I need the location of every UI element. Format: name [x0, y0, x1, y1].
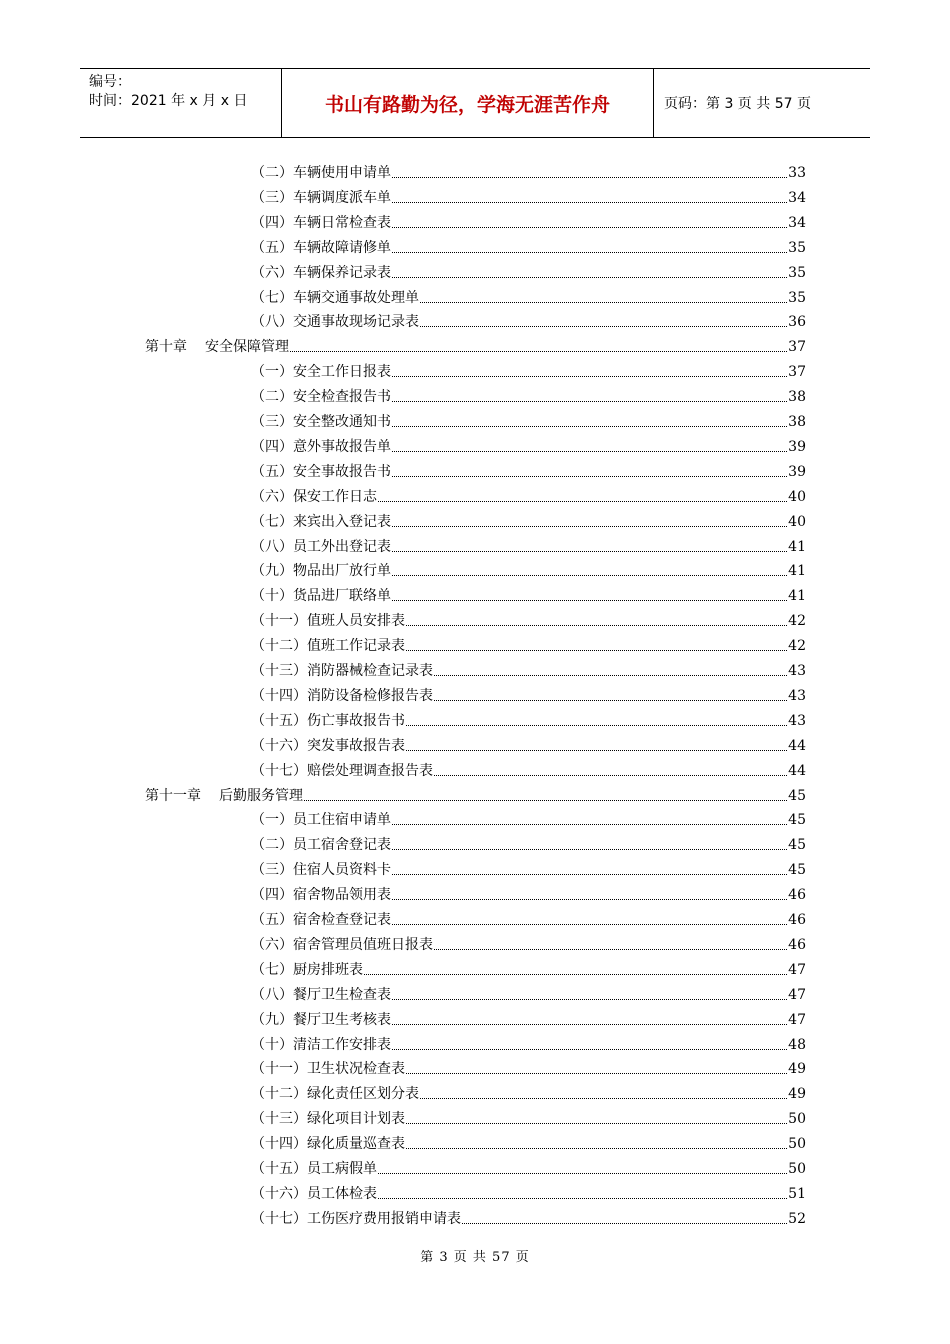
toc-entry-label: （七）来宾出入登记表	[251, 513, 391, 530]
toc-entry-label: （三）车辆调度派车单	[251, 189, 391, 206]
toc-page-number: 45	[788, 862, 806, 879]
toc-dot-leader	[392, 823, 787, 825]
toc-chapter-entry[interactable]	[145, 782, 806, 806]
toc-dot-leader	[392, 525, 787, 527]
toc-dot-leader	[392, 226, 787, 228]
toc-dot-leader	[434, 674, 787, 676]
toc-page-number: 47	[788, 1011, 806, 1028]
toc-page-number: 47	[788, 986, 806, 1003]
toc-page-number: 43	[788, 663, 806, 679]
toc-dot-leader	[392, 450, 787, 452]
toc-entry-label: （十三）绿化项目计划表	[251, 1111, 405, 1128]
toc-page-number: 39	[788, 463, 806, 480]
toc-dot-leader	[406, 724, 787, 726]
toc-entry-label: （十二）绿化责任区划分表	[251, 1086, 419, 1103]
toc-entry-label: （八）交通事故现场记录表	[251, 314, 419, 331]
toc-page-number: 34	[788, 189, 806, 206]
toc-entry[interactable]	[251, 184, 806, 208]
toc-dot-leader	[406, 624, 787, 626]
toc-entry[interactable]	[251, 308, 806, 332]
toc-page-number: 41	[788, 538, 806, 555]
toc-entry[interactable]	[251, 234, 806, 258]
toc-page-number: 42	[788, 613, 806, 630]
toc-entry-label: （十七）工伤医疗费用报销申请表	[251, 1210, 461, 1227]
toc-page-number: 45	[788, 837, 806, 854]
toc-entry-label: （六）保安工作日志	[251, 488, 377, 505]
toc-entry-label: （二）员工宿舍登记表	[251, 837, 391, 854]
toc-entry-label: （七）车辆交通事故处理单	[251, 289, 419, 306]
toc-dot-leader	[392, 574, 787, 576]
toc-dot-leader	[392, 1048, 787, 1050]
toc-page-number: 44	[788, 737, 806, 754]
toc-page-number: 45	[788, 812, 806, 829]
toc-dot-leader	[392, 848, 787, 850]
toc-page-number: 39	[788, 438, 806, 455]
toc-page-number: 43	[788, 712, 806, 729]
toc-page-number: 37	[788, 364, 806, 381]
toc-dot-leader	[434, 699, 787, 701]
toc-dot-leader	[304, 799, 787, 801]
toc-entry[interactable]	[251, 632, 806, 656]
toc-entry-label: （七）厨房排班表	[251, 961, 363, 978]
toc-entry[interactable]	[251, 209, 806, 233]
toc-entry-label: （十一）卫生状况检查表	[251, 1061, 405, 1078]
toc-dot-leader	[392, 923, 787, 925]
toc-entry-label: （六）车辆保养记录表	[251, 264, 391, 281]
toc-chapter-title: 后勤服务管理	[219, 787, 303, 804]
toc-entry-label: （十四）消防设备检修报告表	[251, 687, 433, 704]
toc-entry-label: （三）住宿人员资料卡	[251, 862, 391, 879]
toc-page-number: 50	[788, 1111, 806, 1128]
toc-entry-label: （十四）绿化质量巡查表	[251, 1136, 405, 1153]
toc-page-number: 52	[788, 1210, 806, 1227]
toc-entry-label: （十）货品进厂联络单	[251, 588, 391, 605]
toc-dot-leader	[378, 1172, 787, 1174]
toc-entry[interactable]	[251, 508, 806, 532]
toc-page-number: 34	[788, 214, 806, 231]
toc-page-number: 35	[788, 289, 806, 306]
toc-entry[interactable]	[251, 881, 806, 905]
toc-page-number: 50	[788, 1136, 806, 1153]
toc-entry[interactable]	[251, 1006, 806, 1030]
toc-entry-label: （五）车辆故障请修单	[251, 239, 391, 256]
toc-page-number: 41	[788, 588, 806, 605]
header-meta	[80, 69, 281, 137]
toc-entry-label: （八）员工外出登记表	[251, 538, 391, 555]
toc-entry-label: （十二）值班工作记录表	[251, 638, 405, 655]
toc-entry[interactable]	[251, 1055, 806, 1079]
toc-dot-leader	[406, 1122, 787, 1124]
toc-entry-label: （十七）赔偿处理调查报告表	[251, 762, 433, 779]
toc-entry[interactable]	[251, 159, 806, 183]
toc-page-number: 40	[788, 488, 806, 505]
header-page-info: 页码：第 3 页 共 57 页	[664, 96, 811, 112]
toc-entry-label: （二）车辆使用申请单	[251, 165, 391, 181]
toc-entry[interactable]	[251, 682, 806, 706]
toc-page-number: 46	[788, 887, 806, 904]
toc-entry[interactable]	[251, 1031, 806, 1055]
toc-page-number: 46	[788, 912, 806, 928]
toc-dot-leader	[392, 550, 787, 552]
toc-entry[interactable]	[251, 1130, 806, 1154]
toc-dot-leader	[392, 873, 787, 875]
toc-page-number: 49	[788, 1061, 806, 1078]
toc-dot-leader	[406, 1147, 787, 1149]
toc-entry-label: （五）安全事故报告书	[251, 463, 391, 480]
toc-entry[interactable]	[251, 607, 806, 631]
toc-page-number: 36	[788, 314, 806, 331]
toc-page-number: 44	[788, 762, 806, 779]
toc-entry[interactable]	[251, 284, 806, 308]
toc-entry[interactable]	[251, 707, 806, 731]
toc-page-number: 40	[788, 513, 806, 530]
toc-entry-label: （十六）员工体检表	[251, 1185, 377, 1202]
toc-page-number: 48	[788, 1036, 806, 1053]
page-header	[80, 68, 870, 138]
toc-entry[interactable]	[251, 1155, 806, 1179]
toc-dot-leader	[378, 1197, 787, 1199]
toc-page-number: 45	[788, 787, 806, 804]
toc-entry[interactable]	[251, 408, 806, 432]
toc-entry[interactable]	[251, 582, 806, 606]
toc-dot-leader	[406, 1072, 787, 1074]
toc-entry[interactable]	[251, 1205, 806, 1229]
toc-entry[interactable]	[251, 557, 806, 581]
toc-dot-leader	[392, 375, 787, 377]
toc-entry-label: （四）宿舍物品领用表	[251, 887, 391, 904]
toc-dot-leader	[392, 201, 787, 203]
toc-entry-label: （九）餐厅卫生考核表	[251, 1011, 391, 1028]
toc-dot-leader	[392, 1023, 787, 1025]
toc-entry[interactable]	[251, 358, 806, 382]
toc-dot-leader	[392, 998, 787, 1000]
toc-dot-leader	[392, 599, 787, 601]
toc-dot-leader	[406, 749, 787, 751]
toc-entry[interactable]	[251, 657, 806, 681]
toc-dot-leader	[290, 350, 787, 352]
toc-dot-leader	[420, 301, 787, 303]
toc-dot-leader	[420, 1097, 787, 1099]
toc-chapter-number: 第十章	[145, 339, 187, 356]
toc-page-number: 38	[788, 389, 806, 406]
toc-entry[interactable]	[251, 259, 806, 283]
toc-dot-leader	[420, 325, 787, 327]
toc-entry-label: （一）安全工作日报表	[251, 364, 391, 381]
header-motto: 书山有路勤为径，学海无涯苦作舟	[281, 69, 654, 137]
page-footer: 第 3 页 共 57 页	[420, 1250, 530, 1265]
toc-dot-leader	[392, 425, 787, 427]
toc-entry[interactable]	[251, 831, 806, 855]
toc-dot-leader	[378, 500, 787, 502]
toc-entry-label: （九）物品出厂放行单	[251, 563, 391, 580]
toc-entry-label: （一）员工住宿申请单	[251, 812, 391, 829]
toc-entry-label	[145, 786, 303, 806]
toc-dot-leader	[462, 1222, 787, 1224]
toc-page-number: 49	[788, 1086, 806, 1103]
toc-entry-label: （十五）员工病假单	[251, 1161, 377, 1177]
toc-entry[interactable]	[251, 856, 806, 880]
toc-dot-leader	[392, 251, 787, 253]
toc-entry-label: （十一）值班人员安排表	[251, 613, 405, 630]
toc-entry-label: （十五）伤亡事故报告书	[251, 712, 405, 729]
toc-dot-leader	[392, 400, 787, 402]
toc-entry[interactable]	[251, 458, 806, 482]
toc-entry-label: （五）宿舍检查登记表	[251, 912, 391, 928]
toc-entry[interactable]	[251, 906, 806, 930]
toc-entry[interactable]	[251, 931, 806, 955]
toc-dot-leader	[364, 973, 787, 975]
toc-page-number: 41	[788, 563, 806, 580]
toc-page-number: 42	[788, 638, 806, 655]
toc-entry-label: （二）安全检查报告书	[251, 389, 391, 406]
document-number-label: 编号：	[89, 74, 131, 90]
toc-entry[interactable]	[251, 732, 806, 756]
toc-entry[interactable]	[251, 1180, 806, 1204]
toc-dot-leader	[392, 176, 787, 178]
toc-entry[interactable]	[251, 981, 806, 1005]
toc-entry[interactable]	[251, 483, 806, 507]
toc-dot-leader	[434, 948, 787, 950]
toc-entry-label: （十三）消防器械检查记录表	[251, 663, 433, 679]
toc-entry-label: （四）车辆日常检查表	[251, 214, 391, 231]
toc-dot-leader	[392, 475, 787, 477]
toc-page-number: 35	[788, 239, 806, 256]
toc-page-number: 47	[788, 961, 806, 978]
toc-chapter-title: 安全保障管理	[205, 339, 289, 356]
toc-page-number: 51	[788, 1185, 806, 1202]
toc-page-number: 43	[788, 687, 806, 704]
toc-entry-label: （四）意外事故报告单	[251, 438, 391, 455]
toc-dot-leader	[392, 276, 787, 278]
toc-page-number: 35	[788, 264, 806, 281]
toc-entry-label	[145, 337, 289, 357]
toc-dot-leader	[406, 649, 787, 651]
toc-page-number: 50	[788, 1161, 806, 1177]
toc-dot-leader	[392, 898, 787, 900]
toc-entry-label: （六）宿舍管理员值班日报表	[251, 936, 433, 953]
toc-entry[interactable]	[251, 806, 806, 830]
toc-entry[interactable]	[251, 433, 806, 457]
toc-chapter-entry[interactable]	[145, 333, 806, 357]
document-date: 时间：2021 年 x 月 x 日	[89, 93, 248, 109]
toc-entry[interactable]	[251, 1105, 806, 1129]
toc-entry[interactable]	[251, 1080, 806, 1104]
toc-entry[interactable]	[251, 956, 806, 980]
toc-chapter-number: 第十一章	[145, 787, 201, 804]
toc-entry[interactable]	[251, 383, 806, 407]
toc-entry[interactable]	[251, 757, 806, 781]
toc-page-number: 37	[788, 339, 806, 356]
toc-entry-label: （八）餐厅卫生检查表	[251, 986, 391, 1003]
toc-entry-label: （三）安全整改通知书	[251, 414, 391, 430]
toc-entry-label: （十）清洁工作安排表	[251, 1036, 391, 1053]
toc-page-number: 38	[788, 414, 806, 430]
toc-page-number: 46	[788, 936, 806, 953]
toc-entry[interactable]	[251, 533, 806, 557]
toc-dot-leader	[434, 774, 787, 776]
toc-entry-label: （十六）突发事故报告表	[251, 737, 405, 754]
toc-page-number: 33	[788, 165, 806, 181]
